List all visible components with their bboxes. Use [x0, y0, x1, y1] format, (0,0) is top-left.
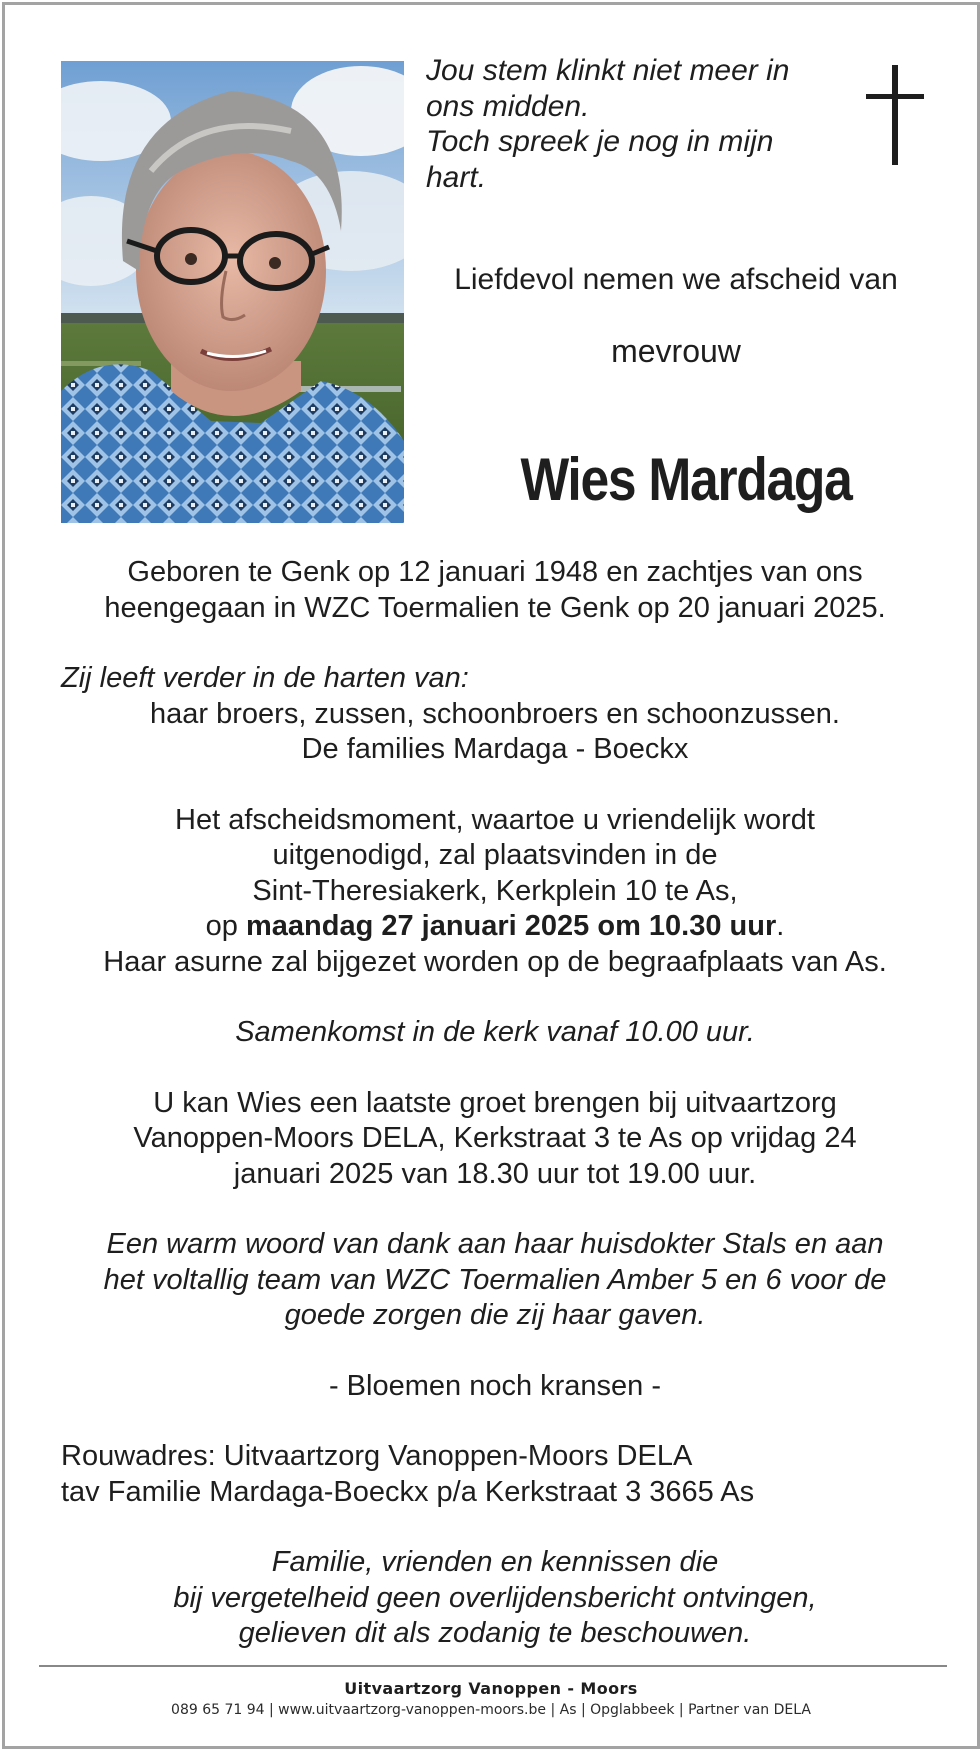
text-line: uitgenodigd, zal plaatsvinden in de — [272, 839, 718, 871]
poem — [426, 53, 826, 195]
text-line: Familie, vrienden en kennissen die — [271, 1546, 719, 1578]
survivors-heading: Zij leeft verder in de harten van: — [61, 662, 469, 694]
text-line: Sint-Theresiakerk, Kerkplein 10 te As, — [252, 874, 738, 907]
poem-line: Jou stem klinkt niet meer in — [426, 54, 790, 87]
footer-title: Uitvaartzorg Vanoppen - Moors — [344, 1679, 638, 1698]
text-line: Het afscheidsmoment, waartoe u vriendelijk wordt — [175, 803, 815, 836]
text-line: haar broers, zussen, schoonbroers en schoonzussen. — [150, 697, 840, 730]
text-line: tav Familie Mardaga-Boeckx p/a Kerkstraat 3 3665 As — [61, 1475, 755, 1508]
text-line: U kan Wies een laatste groet brengen bij uitvaartzorg — [153, 1086, 837, 1119]
footer-info: 089 65 71 94 | www.uitvaartzorg-vanoppen-moors.be | As | Opglabbeek | Partner van DELA — [171, 1702, 811, 1718]
ceremony-date: maandag 27 januari 2025 om 10.30 uur — [245, 910, 777, 942]
footer-divider — [39, 1665, 947, 1667]
thanks-message — [61, 1227, 929, 1334]
cross-icon — [866, 65, 926, 165]
mourning-address — [61, 1439, 929, 1510]
text-line: Geboren te Genk op 12 januari 1948 en zachtjes van ons — [127, 556, 863, 588]
intro-text: Liefdevol nemen we afscheid van — [454, 263, 898, 296]
text-line: Rouwadres: Uitvaartzorg Vanoppen-Moors DELA — [61, 1440, 693, 1472]
text-line: januari 2025 van 18.30 uur tot 19.00 uur. — [233, 1157, 757, 1190]
ceremony-date-line — [61, 909, 929, 945]
portrait-photo — [61, 61, 404, 523]
text-line: Haar asurne zal bijgezet worden op de begraafplaats van As. — [103, 945, 887, 978]
text-line: De families Mardaga - Boeckx — [301, 733, 689, 765]
portrait-image — [61, 61, 404, 523]
gathering-info: Samenkomst in de kerk vanaf 10.00 uur. — [235, 1016, 755, 1048]
date-suffix: . — [776, 910, 785, 942]
survivors-section — [61, 661, 929, 768]
poem-line: Toch spreek je nog in mijn — [426, 125, 774, 158]
text-line: gelieven dit als zodanig te beschouwen. — [238, 1617, 752, 1649]
poem-line: hart. — [426, 160, 487, 194]
ceremony-info — [61, 803, 929, 981]
text-line: Vanoppen-Moors DELA, Kerkstraat 3 te As op vrijdag 24 — [133, 1122, 857, 1154]
obituary-card — [2, 2, 980, 1749]
deceased-name: Wies Mardaga — [520, 446, 852, 513]
honorific: mevrouw — [611, 333, 741, 369]
text-line: goede zorgen die zij haar gaven. — [284, 1299, 706, 1331]
text-line: bij vergetelheid geen overlijdensbericht ontvingen, — [173, 1581, 817, 1614]
text-line: heengegaan in WZC Toermalien te Genk op 20 januari 2025. — [104, 591, 886, 624]
closing-note — [61, 1545, 929, 1652]
text-line: het voltallig team van WZC Toermalien Amber 5 en 6 voor de — [103, 1263, 887, 1296]
poem-line: ons midden. — [426, 89, 590, 123]
date-prefix: op — [205, 910, 246, 942]
birth-death-info — [61, 555, 929, 626]
text-line: Een warm woord van dank aan haar huisdokter Stals en aan — [106, 1228, 884, 1260]
visitation-info — [61, 1086, 929, 1193]
flowers-note: - Bloemen noch kransen - — [328, 1369, 662, 1402]
obituary-body — [61, 555, 929, 1652]
